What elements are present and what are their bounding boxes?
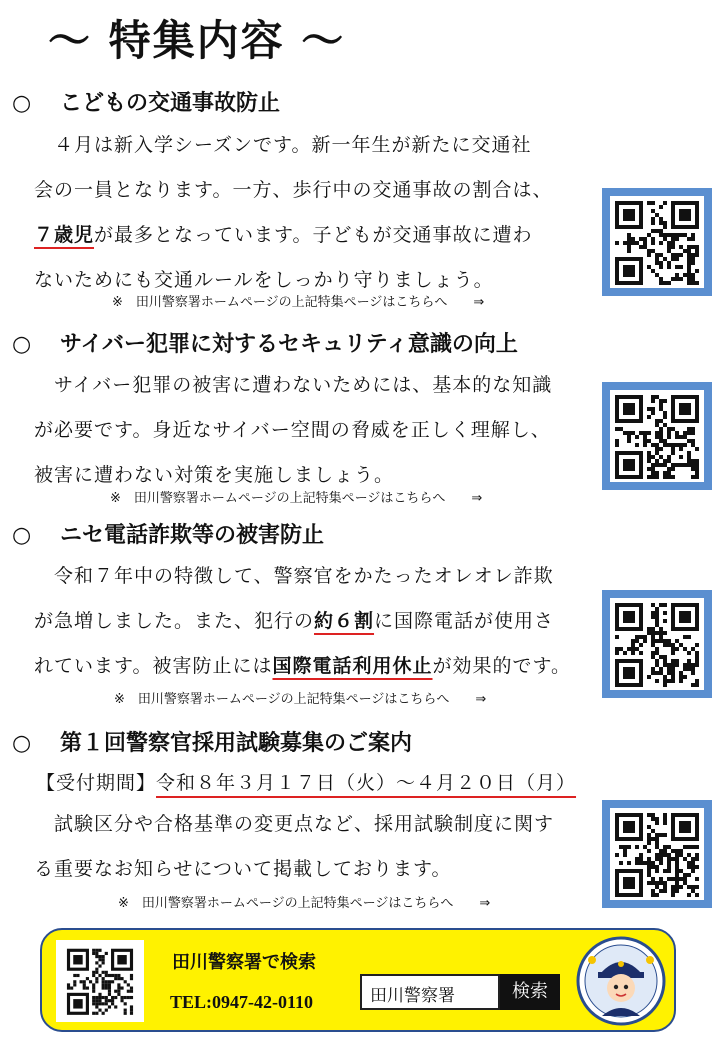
qr-code-icon bbox=[63, 944, 137, 1018]
link-note-cyber[interactable] bbox=[110, 487, 482, 506]
body-text: が最多となっています。子どもが交通事故に遭わ bbox=[94, 224, 533, 246]
qr-code-icon bbox=[610, 598, 704, 690]
note-text: ※ 田川警察署ホームページの上記特集ページはこちらへ bbox=[112, 295, 448, 310]
body-line: 試験区分や合格基準の変更点など、採用試験制度に関す bbox=[34, 813, 555, 835]
section-heading-fraud bbox=[12, 518, 324, 549]
link-note-recruit[interactable] bbox=[118, 892, 490, 911]
emphasis-ratio: 約６割 bbox=[314, 610, 375, 632]
period-label: 【受付期間】 bbox=[36, 772, 157, 794]
bullet-circle: ○ bbox=[12, 523, 32, 548]
section-heading-cyber bbox=[12, 327, 518, 358]
arrow-right-icon: ⇒ bbox=[473, 295, 485, 310]
arrow-right-icon: ⇒ bbox=[471, 491, 483, 506]
bullet-circle: ○ bbox=[12, 91, 32, 116]
qr-code-fraud[interactable] bbox=[602, 590, 712, 698]
body-line: が必要です。身近なサイバー空間の脅威を正しく理解し、 bbox=[34, 419, 551, 441]
banner-qr-code[interactable] bbox=[56, 940, 144, 1022]
period-date: 令和８年３月１７日（火）～４月２０日（月） bbox=[156, 772, 577, 794]
body-line: 会の一員となります。一方、歩行中の交通事故の割合は、 bbox=[34, 179, 553, 201]
search-button[interactable]: 検索 bbox=[500, 974, 560, 1010]
police-mascot-icon bbox=[574, 936, 668, 1026]
body-text: が効果的です。 bbox=[432, 655, 571, 677]
arrow-right-icon: ⇒ bbox=[475, 692, 487, 707]
bullet-circle: ○ bbox=[12, 731, 32, 756]
application-period bbox=[36, 768, 576, 795]
note-text: ※ 田川警察署ホームページの上記特集ページはこちらへ bbox=[118, 896, 454, 911]
heading-text: こどもの交通事故防止 bbox=[60, 91, 281, 116]
emphasis-intl-call: 国際電話利用休止 bbox=[272, 655, 433, 677]
body-text: れています。被害防止には bbox=[34, 655, 273, 677]
body-line: 令和７年中の特徴して、警察官をかたったオレオレ詐欺 bbox=[34, 565, 554, 587]
qr-code-icon bbox=[610, 196, 704, 288]
section-body-traffic bbox=[34, 123, 594, 303]
qr-code-cyber[interactable] bbox=[602, 382, 712, 490]
section-body-recruit bbox=[34, 802, 594, 892]
section-body-fraud bbox=[34, 554, 594, 689]
body-line: サイバー犯罪の被害に遭わないためには、基本的な知識 bbox=[34, 374, 553, 396]
search-input[interactable]: 田川警察署 bbox=[360, 974, 500, 1010]
section-heading-recruit bbox=[12, 726, 412, 757]
body-line: ４月は新入学シーズンです。新一年生が新たに交通社 bbox=[34, 134, 532, 156]
body-line bbox=[34, 599, 594, 644]
note-text: ※ 田川警察署ホームページの上記特集ページはこちらへ bbox=[114, 692, 450, 707]
body-line bbox=[34, 213, 594, 258]
bullet-circle: ○ bbox=[12, 332, 32, 357]
qr-code-icon bbox=[610, 390, 704, 482]
search-prompt: 田川警察署で検索 bbox=[172, 952, 316, 973]
phone-number: TEL:0947-42-0110 bbox=[170, 992, 314, 1012]
page-title: ～ 特集内容 ～ bbox=[48, 16, 346, 65]
footer-banner bbox=[40, 928, 676, 1032]
qr-code-icon bbox=[610, 808, 704, 900]
heading-text: 第１回警察官採用試験募集のご案内 bbox=[60, 731, 413, 756]
note-text: ※ 田川警察署ホームページの上記特集ページはこちらへ bbox=[110, 491, 446, 506]
body-line: ないためにも交通ルールをしっかり守りましょう。 bbox=[34, 269, 494, 291]
heading-text: ニセ電話詐欺等の被害防止 bbox=[60, 523, 325, 548]
emphasis-age: ７歳児 bbox=[34, 224, 95, 246]
body-text: が急増しました。また、犯行の bbox=[34, 610, 315, 632]
qr-code-traffic[interactable] bbox=[602, 188, 712, 296]
body-text: に国際電話が使用さ bbox=[374, 610, 555, 632]
link-note-fraud[interactable] bbox=[114, 688, 486, 707]
heading-text: サイバー犯罪に対するセキュリティ意識の向上 bbox=[60, 332, 518, 357]
section-body-cyber bbox=[34, 363, 594, 498]
qr-code-recruit[interactable] bbox=[602, 800, 712, 908]
body-line: 被害に遭わない対策を実施しましょう。 bbox=[34, 464, 395, 486]
arrow-right-icon: ⇒ bbox=[479, 896, 491, 911]
section-heading-traffic bbox=[12, 86, 280, 117]
link-note-traffic[interactable] bbox=[112, 291, 484, 310]
body-line: る重要なお知らせについて掲載しております。 bbox=[34, 858, 452, 880]
body-line bbox=[34, 644, 594, 689]
